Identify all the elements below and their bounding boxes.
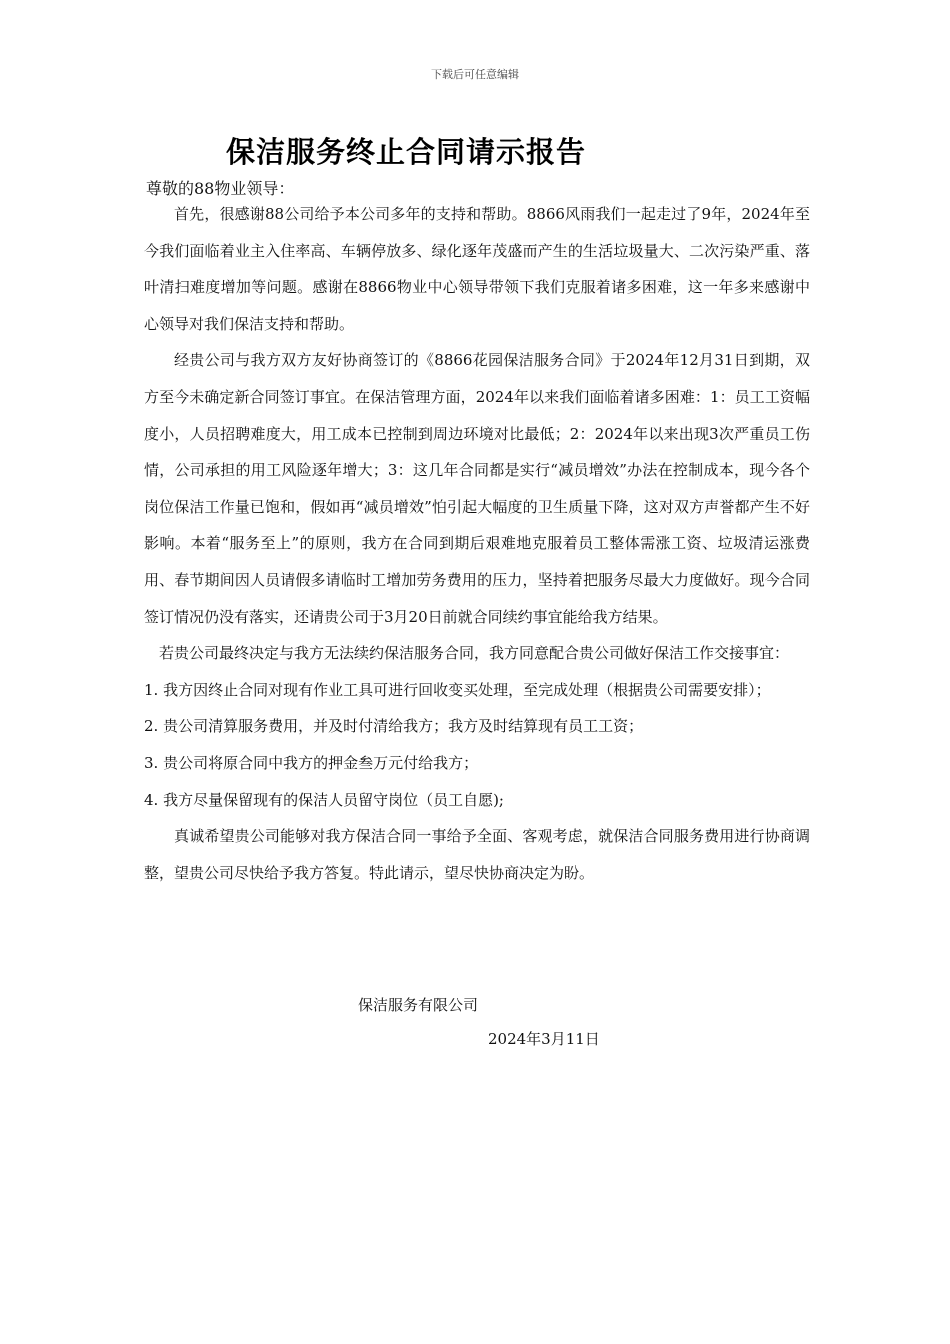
list-item: 1. 我方因终止合同对现有作业工具可进行回收变买处理，至完成处理（根据贵公司需要安排）； — [144, 680, 771, 699]
list-item: 4. 我方尽量保留现有的保洁人员留守岗位（员工自愿); — [144, 790, 504, 809]
paragraph-closing: 真诚希望贵公司能够对我方保洁合同一事给予全面、客观考虑，就保洁合同服务费用进行协商调整，望贵公司尽快给予我方答复。特此请示，望尽快协商决定为盼。 — [144, 827, 810, 882]
salutation: 尊敬的88物业领导： — [146, 179, 295, 198]
signature-company: 保洁服务有限公司 — [358, 996, 479, 1014]
signature-date: 2024年3月11日 — [488, 1030, 600, 1048]
letter-body — [144, 196, 810, 891]
list-item: 2. 贵公司清算服务费用，并及时付清给我方；我方及时结算现有员工工资； — [144, 717, 644, 736]
paragraph-contract-status: 经贵公司与我方双方友好协商签订的《8866花园保洁服务合同》于2024年12月31日到期，双方至今未确定新合同签订事宜。在保洁管理方面，2024年以来我们面临着诸多困难：1：员工工资幅度小，人员招聘难度大，用工成本已控制到周边环境对比最低；2：2024年以来出现3次严重员工伤情，公司承担的用工风险逐年增大；3：这几年合同都是实行“减员增效”办法在控制成本，现今各个岗位保洁工作量已饱和，假如再“减员增效”怕引起大幅度的卫生质量下降，这对双方声誉都产生不好影响。本着“服务至上”的原则，我方在合同到期后艰难地克服着员工整体需涨工资、垃圾清运涨费用、春节期间因人员请假多请临时工增加劳务费用的压力，坚持着把服务尽最大力度做好。现今合同签订情况仍没有落实，还请贵公司于3月20日前就合同续约事宜能给我方结果。 — [144, 351, 810, 626]
paragraph-handover-intro: 若贵公司最终决定与我方无法续约保洁服务合同，我方同意配合贵公司做好保洁工作交接事宜： — [159, 644, 790, 663]
paragraph-gratitude: 首先，很感谢88公司给予本公司多年的支持和帮助。8866风雨我们一起走过了9年，2024年至今我们面临着业主入住率高、车辆停放多、绿化逐年茂盛而产生的生活垃圾量大、二次污染严重、落叶清扫难度增加等问题。感谢在8866物业中心领导带领下我们克服着诸多困难，这一年多来感谢中心领导对我们保洁支持和帮助。 — [144, 205, 810, 333]
header-note: 下载后可任意编辑 — [431, 68, 519, 81]
list-item: 3. 贵公司将原合同中我方的押金叁万元付给我方； — [144, 753, 479, 772]
document-title: 保洁服务终止合同请示报告 — [226, 135, 587, 169]
